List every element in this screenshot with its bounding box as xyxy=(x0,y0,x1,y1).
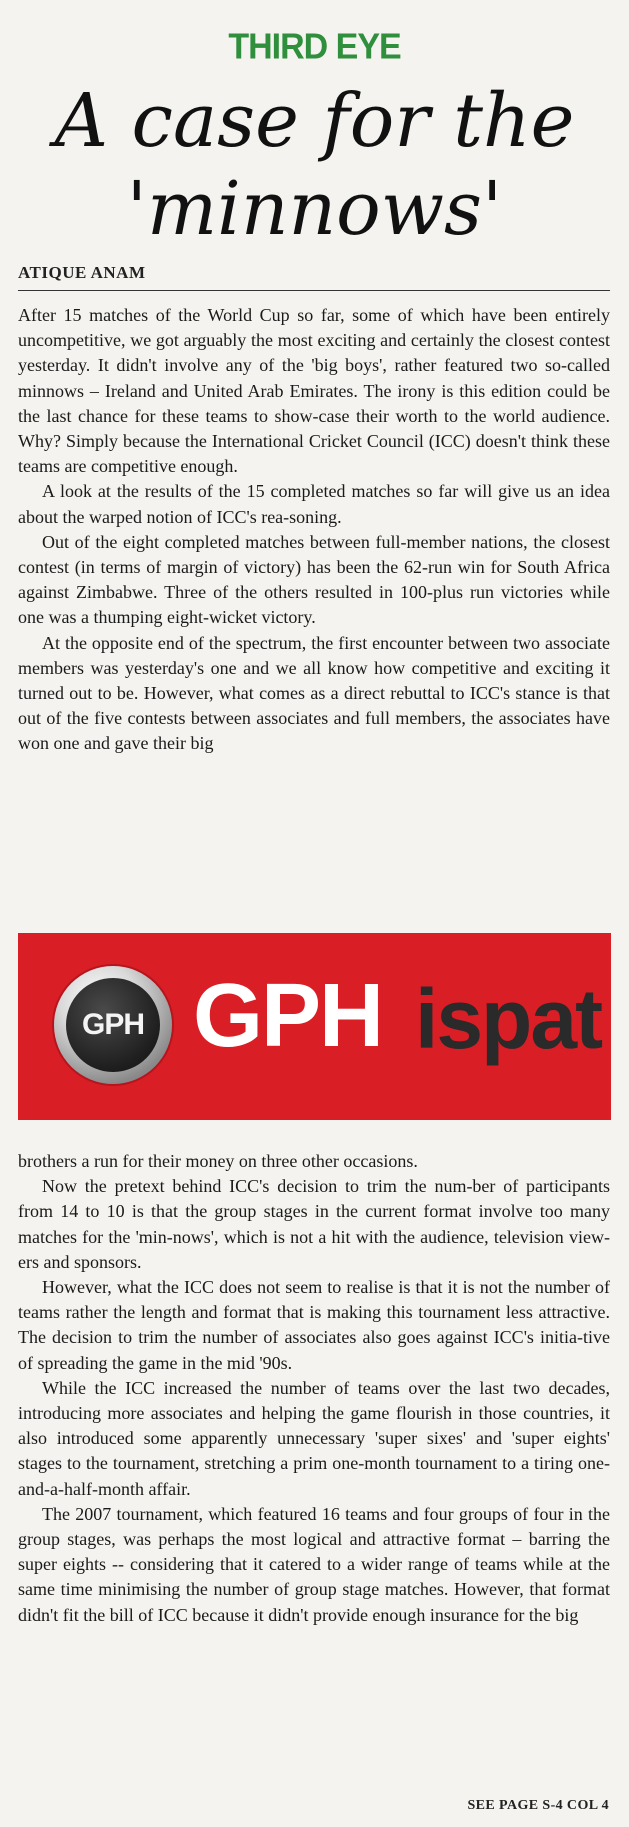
article-paragraph: brothers a run for their money on three other occasions. xyxy=(18,1151,418,1171)
continuation-jump-line[interactable]: SEE PAGE S-4 COL 4 xyxy=(467,1798,609,1813)
gph-ispat-advertisement[interactable] xyxy=(18,933,611,1120)
article-paragraph: Out of the eight completed matches between full-member nations, the closest contest (in terms of margin of victory) has been the 62-run win for South Africa against Zimbabwe. Three of the others resulted in 100-plus run victories while one was a thumping eight-wicket victory. xyxy=(18,531,610,628)
headline-line-1: A case for the xyxy=(54,78,575,164)
gph-logo-inner xyxy=(66,978,160,1072)
article-paragraph: After 15 matches of the World Cup so far, some of which have been entirely uncompetitive, we got arguably the most exciting and certainly the closest contest yesterday. It didn't involve any of the 'big boys', rather featured two so-called minnows – Ireland and United Arab Emirates. The irony is this edition could be the last chance for these teams to show-case their worth to the world audience. Why? Simply because the International Cricket Council (ICC) doesn't think these teams are competitive enough. xyxy=(18,305,610,477)
section-kicker: THIRD EYE xyxy=(228,27,401,67)
article-paragraph: However, what the ICC does not seem to realise is that it is not the number of teams rather the length and format that is making this tournament less attractive. The decision to trim the number of associates also goes against ICC's initia-tive of spreading the game in the mid '90s. xyxy=(18,1277,610,1373)
gph-logo-text: GPH xyxy=(81,1008,144,1041)
byline-divider xyxy=(18,290,610,291)
byline: ATIQUE ANAM xyxy=(18,263,146,282)
ad-brand-word-1: GPH xyxy=(193,966,383,1066)
article-paragraph: Now the pretext behind ICC's decision to trim the num-ber of participants from 14 to 10 is that the group stages in the current format involve too many matches for the 'min-nows', which is not a hit with the audience, television view-ers and sponsors. xyxy=(18,1176,610,1272)
article-paragraph: While the ICC increased the number of teams over the last two decades, introducing more associates and helping the game flourish in those countries, it also introduced some apparently unnecessary 'super sixes' and 'super eights' stages to the tournament, stretching a prim one-month tournament to a tiring one-and-a-half-month affair. xyxy=(18,1377,610,1499)
article-body-top xyxy=(18,303,610,757)
ad-brand-word-2: ispat xyxy=(415,972,602,1066)
article-paragraph: A look at the results of the 15 completed matches so far will give us an idea about the warped notion of ICC's rea-soning. xyxy=(18,481,610,527)
article-paragraph: The 2007 tournament, which featured 16 teams and four groups of four in the group stages, was perhaps the most logical and attractive format – barring the super eights -- considering that it catered to a wider range of teams while at the same time minimising the number of group stage matches. However, that format didn't fit the bill of ICC because it didn't provide enough insurance for the big xyxy=(18,1503,610,1625)
article-paragraph: At the opposite end of the spectrum, the first encounter between two associate members was yesterday's one and we all know how competitive and exciting it turned out to be. However, what comes as a direct rebuttal to ICC's stance is that out of the five contests between associates and full members, the associates have won one and gave their big xyxy=(18,632,610,754)
article-body-bottom xyxy=(18,1149,610,1628)
headline-line-2: 'minnows' xyxy=(126,166,503,252)
gph-logo-badge xyxy=(54,966,172,1084)
